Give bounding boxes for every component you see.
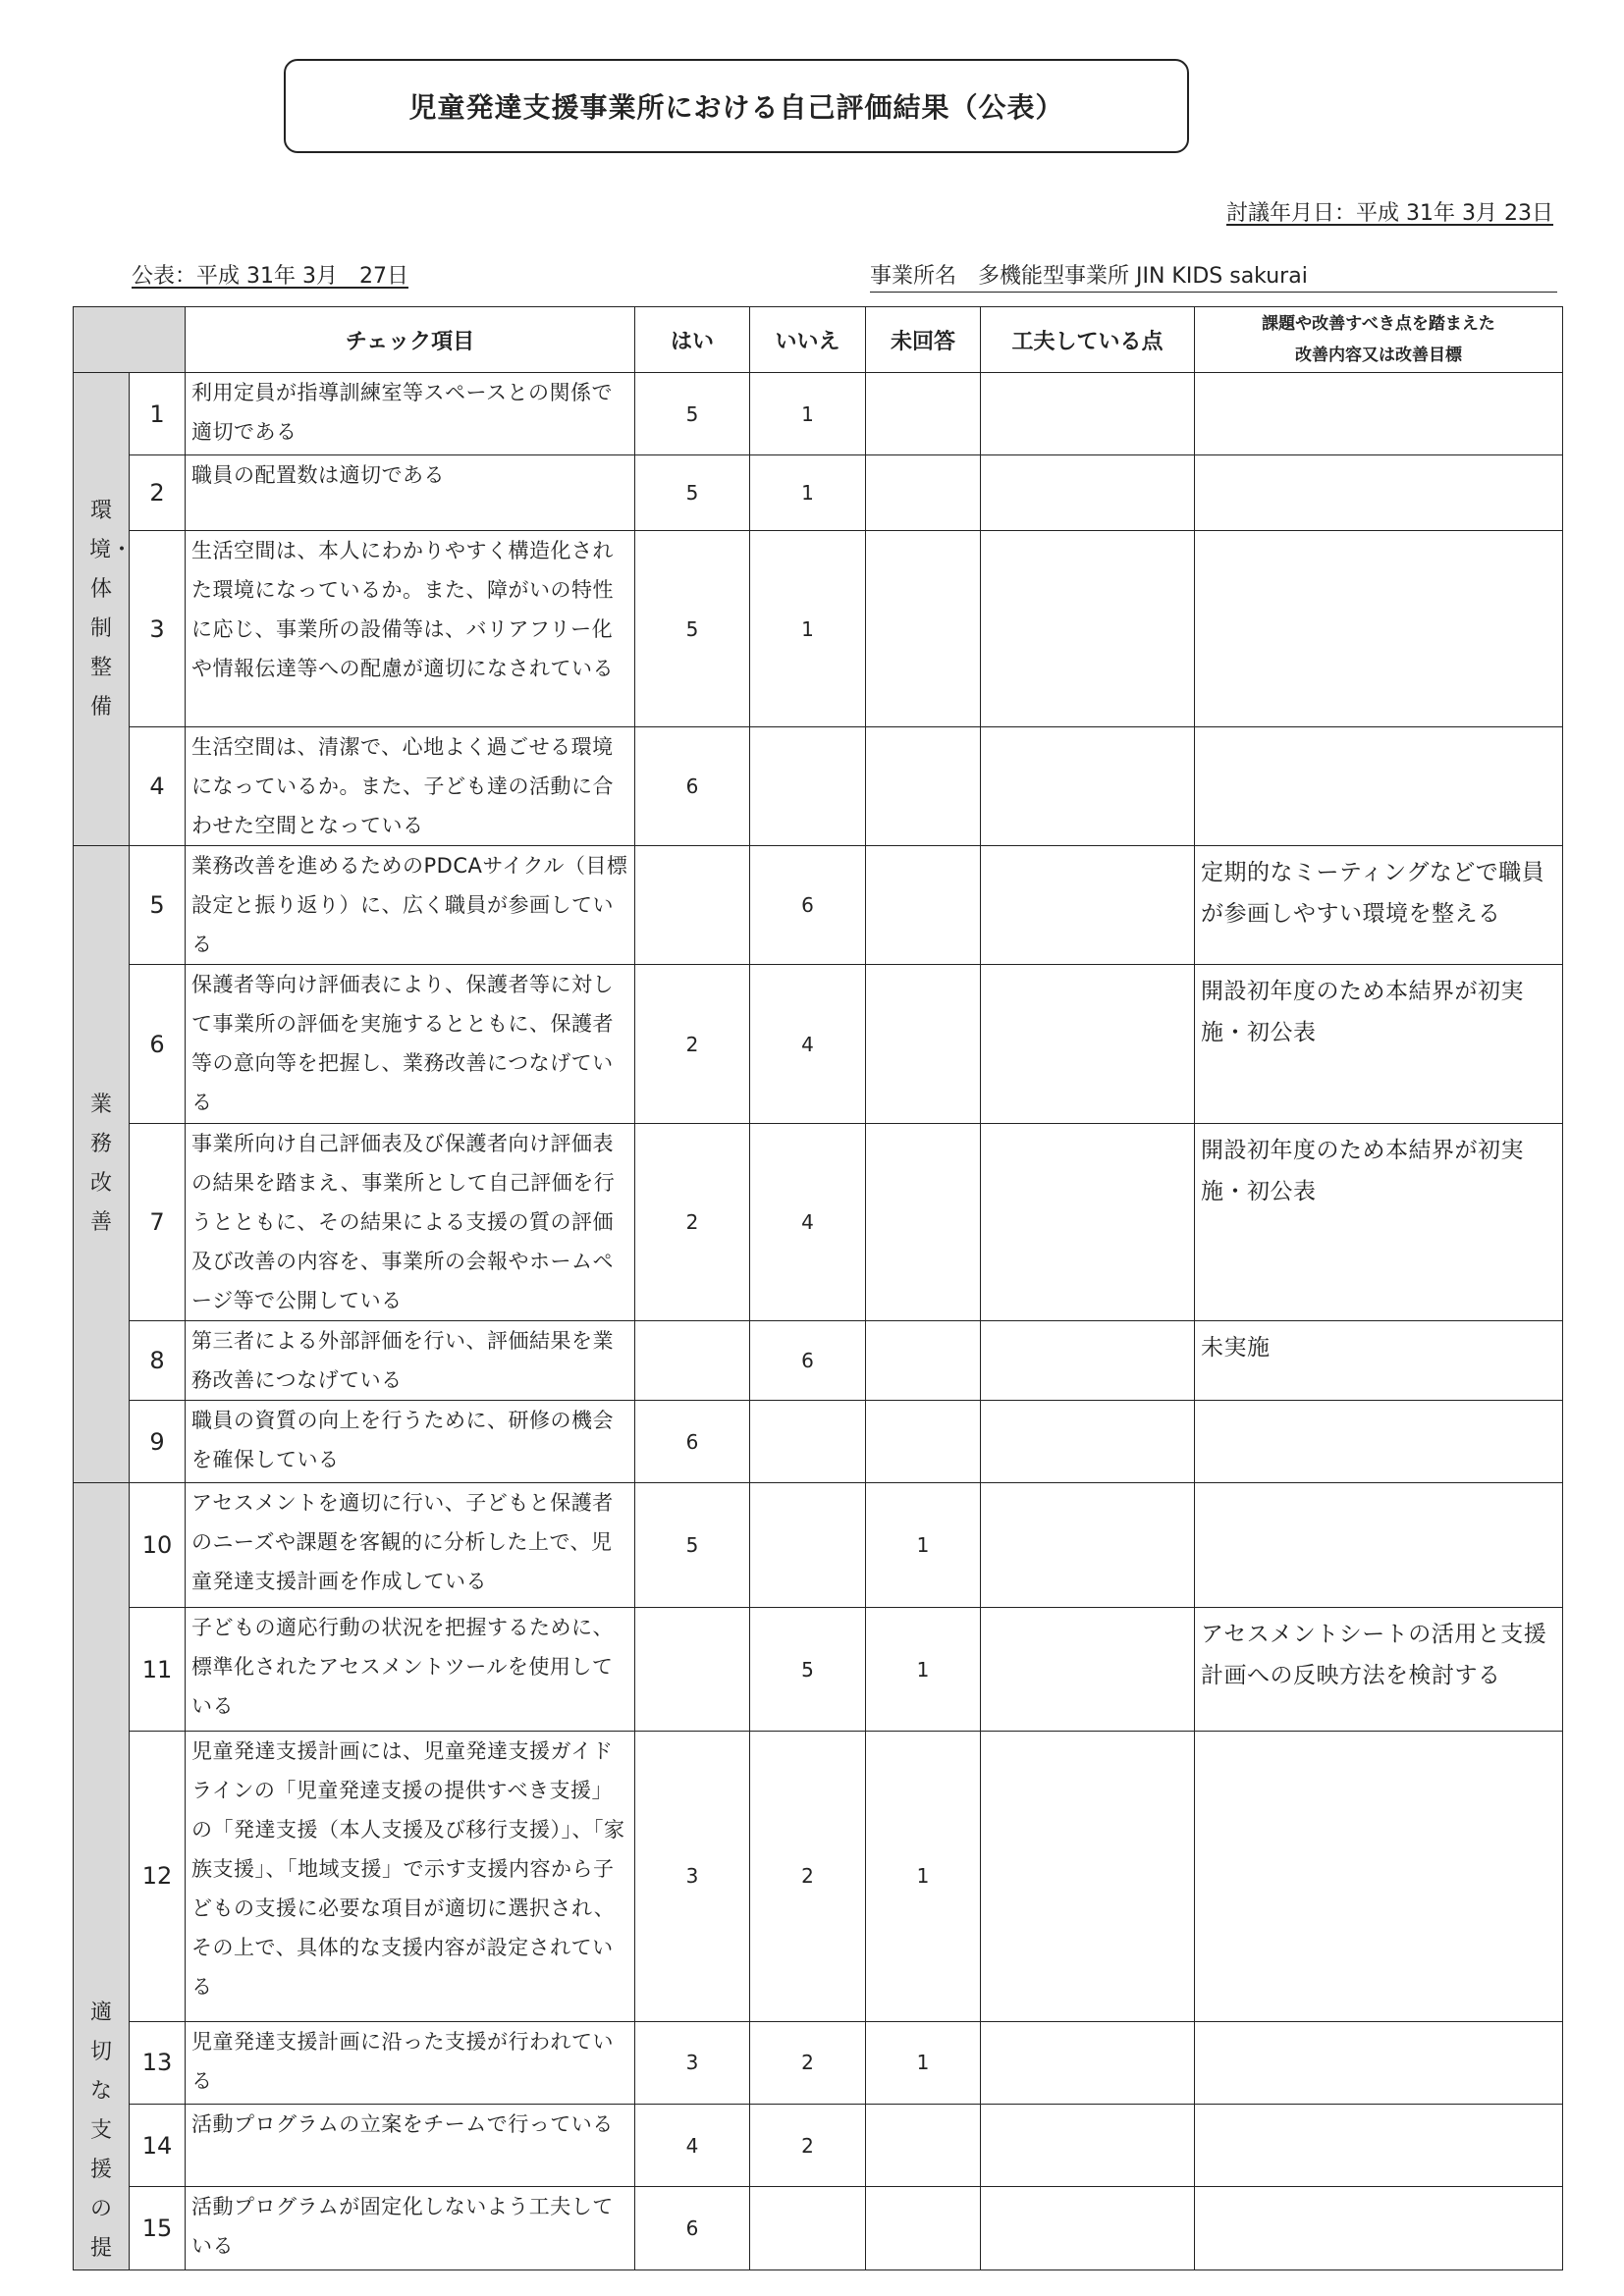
- effort-note: [981, 531, 1195, 727]
- header-blank: [74, 307, 186, 373]
- header-yes: はい: [635, 307, 750, 373]
- row-number: 15: [130, 2187, 186, 2270]
- check-item: 児童発達支援計画には、児童発達支援ガイドラインの「児童発達支援の提供すべき支援」の「発達支援（本人支援及び移行支援）」、「家族支援」、「地域支援」で示す支援内容から子どもの支援に必要な項目が適切に選択され、その上で、具体的な支援内容が設定されている: [186, 1732, 635, 2021]
- effort-note: [981, 2187, 1195, 2270]
- improvement-note: [1195, 727, 1563, 846]
- yes-count: [635, 846, 750, 965]
- row-number: 13: [130, 2021, 186, 2105]
- category-environment: [74, 373, 134, 846]
- effort-note: [981, 373, 1195, 455]
- improvement-note: 開設初年度のため本結界が初実施・初公表: [1195, 965, 1563, 1124]
- table-row: [74, 846, 1563, 965]
- no-count: [750, 1401, 866, 1483]
- unanswered-count: [866, 965, 981, 1124]
- header-improvement-line2: 改善内容又は改善目標: [1295, 346, 1462, 365]
- check-item: 職員の配置数は適切である: [186, 455, 635, 531]
- published-date: 公表：平成 31年 3月 27日: [132, 264, 408, 289]
- row-number: 14: [130, 2105, 186, 2187]
- row-number: 2: [130, 455, 186, 531]
- effort-note: [981, 1483, 1195, 1608]
- row-number: 7: [130, 1124, 186, 1321]
- improvement-note: [1195, 1732, 1563, 2021]
- no-count: 4: [750, 1124, 866, 1321]
- check-item: 利用定員が指導訓練室等スペースとの関係で適切である: [186, 373, 635, 455]
- row-number: 11: [130, 1607, 186, 1732]
- table-row: [74, 727, 1563, 846]
- check-item: 活動プログラムが固定化しないよう工夫している: [186, 2187, 635, 2270]
- category-support: [74, 1483, 130, 2270]
- improvement-note: [1195, 455, 1563, 531]
- check-item: 生活空間は、本人にわかりやすく構造化された環境になっているか。また、障がいの特性に応じ、事業所の設備等は、バリアフリー化や情報伝達等への配慮が適切になされている: [186, 531, 635, 727]
- no-count: 2: [750, 1732, 866, 2021]
- table-row: [74, 531, 1563, 727]
- improvement-note: 定期的なミーティングなどで職員が参画しやすい環境を整える: [1195, 846, 1563, 965]
- check-item: アセスメントを適切に行い、子どもと保護者のニーズや課題を客観的に分析した上で、児童発達支援計画を作成している: [186, 1483, 635, 1608]
- yes-count: 6: [635, 1401, 750, 1483]
- unanswered-count: 1: [866, 1483, 981, 1608]
- improvement-note: [1195, 2105, 1563, 2187]
- unanswered-count: [866, 531, 981, 727]
- office-name: 事業所名 多機能型事業所 JIN KIDS sakurai: [870, 259, 1557, 293]
- no-count: 6: [750, 1321, 866, 1401]
- category-business-label: 業務改善: [89, 1093, 112, 1235]
- check-item: 職員の資質の向上を行うために、研修の機会を確保している: [186, 1401, 635, 1483]
- header-item: チェック項目: [186, 307, 635, 373]
- yes-count: 2: [635, 1124, 750, 1321]
- yes-count: 3: [635, 2021, 750, 2105]
- unanswered-count: [866, 455, 981, 531]
- improvement-note: [1195, 1483, 1563, 1608]
- header-improvement-line1: 課題や改善すべき点を踏まえた: [1262, 314, 1495, 334]
- check-item: 事業所向け自己評価表及び保護者向け評価表の結果を踏まえ、事業所として自己評価を行うとともに、その結果による支援の質の評価及び改善の内容を、事業所の会報やホームページ等で公開している: [186, 1124, 635, 1321]
- yes-count: 2: [635, 965, 750, 1124]
- yes-count: [635, 1607, 750, 1732]
- table-row: [74, 1483, 1563, 1608]
- unanswered-count: [866, 2105, 981, 2187]
- discussion-date: 討議年月日：平成 31年 3月 23日: [1226, 201, 1553, 226]
- table-row: [74, 1607, 1563, 1732]
- improvement-note: [1195, 2021, 1563, 2105]
- improvement-note: 開設初年度のため本結界が初実施・初公表: [1195, 1124, 1563, 1321]
- no-count: [750, 727, 866, 846]
- effort-note: [981, 1732, 1195, 2021]
- table-row: [74, 1321, 1563, 1401]
- table-header-row: [74, 307, 1563, 373]
- improvement-note: [1195, 2187, 1563, 2270]
- yes-count: 6: [635, 727, 750, 846]
- effort-note: [981, 846, 1195, 965]
- table-row: [74, 2021, 1563, 2105]
- yes-count: 5: [635, 531, 750, 727]
- effort-note: [981, 727, 1195, 846]
- effort-note: [981, 2105, 1195, 2187]
- improvement-note: [1195, 373, 1563, 455]
- row-number: 8: [130, 1321, 186, 1401]
- improvement-note: [1195, 1401, 1563, 1483]
- row-number: 3: [130, 531, 186, 727]
- check-item: 子どもの適応行動の状況を把握するために、標準化されたアセスメントツールを使用している: [186, 1607, 635, 1732]
- no-count: [750, 2187, 866, 2270]
- unanswered-count: [866, 846, 981, 965]
- no-count: [750, 1483, 866, 1608]
- page-title: 児童発達支援事業所における自己評価結果（公表）: [284, 59, 1189, 153]
- table-row: [74, 1401, 1563, 1483]
- unanswered-count: [866, 2187, 981, 2270]
- table-row: [74, 455, 1563, 531]
- row-number: 6: [130, 965, 186, 1124]
- yes-count: 5: [635, 1483, 750, 1608]
- unanswered-count: 1: [866, 2021, 981, 2105]
- effort-note: [981, 1401, 1195, 1483]
- yes-count: 4: [635, 2105, 750, 2187]
- unanswered-count: [866, 373, 981, 455]
- category-environment-label: 環境・体制整備: [89, 498, 134, 720]
- header-improvement: [1195, 307, 1563, 373]
- table-row: [74, 965, 1563, 1124]
- row-number: 5: [130, 846, 186, 965]
- no-count: 4: [750, 965, 866, 1124]
- table-row: [74, 1124, 1563, 1321]
- no-count: 1: [750, 531, 866, 727]
- no-count: 5: [750, 1607, 866, 1732]
- header-effort: 工夫している点: [981, 307, 1195, 373]
- no-count: 2: [750, 2021, 866, 2105]
- improvement-note: アセスメントシートの活用と支援計画への反映方法を検討する: [1195, 1607, 1563, 1732]
- effort-note: [981, 1321, 1195, 1401]
- unanswered-count: [866, 727, 981, 846]
- row-number: 4: [130, 727, 186, 846]
- yes-count: 3: [635, 1732, 750, 2021]
- unanswered-count: 1: [866, 1732, 981, 2021]
- header-no: いいえ: [750, 307, 866, 373]
- row-number: 12: [130, 1732, 186, 2021]
- category-business: [74, 846, 130, 1483]
- effort-note: [981, 965, 1195, 1124]
- improvement-note: 未実施: [1195, 1321, 1563, 1401]
- row-number: 1: [130, 373, 186, 455]
- no-count: 2: [750, 2105, 866, 2187]
- check-item: 児童発達支援計画に沿った支援が行われている: [186, 2021, 635, 2105]
- check-item: 業務改善を進めるためのPDCAサイクル（目標設定と振り返り）に、広く職員が参画している: [186, 846, 635, 965]
- effort-note: [981, 1607, 1195, 1732]
- table-row: [74, 373, 1563, 455]
- no-count: 6: [750, 846, 866, 965]
- no-count: 1: [750, 455, 866, 531]
- check-item: 活動プログラムの立案をチームで行っている: [186, 2105, 635, 2187]
- yes-count: 6: [635, 2187, 750, 2270]
- header-unanswered: 未回答: [866, 307, 981, 373]
- effort-note: [981, 1124, 1195, 1321]
- unanswered-count: 1: [866, 1607, 981, 1732]
- effort-note: [981, 2021, 1195, 2105]
- check-item: 第三者による外部評価を行い、評価結果を業務改善につなげている: [186, 1321, 635, 1401]
- row-number: 9: [130, 1401, 186, 1483]
- category-support-label: 適切な支援の提: [89, 2001, 112, 2261]
- no-count: 1: [750, 373, 866, 455]
- yes-count: 5: [635, 455, 750, 531]
- unanswered-count: [866, 1124, 981, 1321]
- table-row: [74, 1732, 1563, 2021]
- check-item: 保護者等向け評価表により、保護者等に対して事業所の評価を実施するとともに、保護者等の意向等を把握し、業務改善につなげている: [186, 965, 635, 1124]
- row-number: 10: [130, 1483, 186, 1608]
- table-row: [74, 2187, 1563, 2270]
- effort-note: [981, 455, 1195, 531]
- check-item: 生活空間は、清潔で、心地よく過ごせる環境になっているか。また、子ども達の活動に合わせた空間となっている: [186, 727, 635, 846]
- improvement-note: [1195, 531, 1563, 727]
- evaluation-table: [73, 306, 1563, 2270]
- unanswered-count: [866, 1321, 981, 1401]
- yes-count: [635, 1321, 750, 1401]
- yes-count: 5: [635, 373, 750, 455]
- unanswered-count: [866, 1401, 981, 1483]
- table-row: [74, 2105, 1563, 2187]
